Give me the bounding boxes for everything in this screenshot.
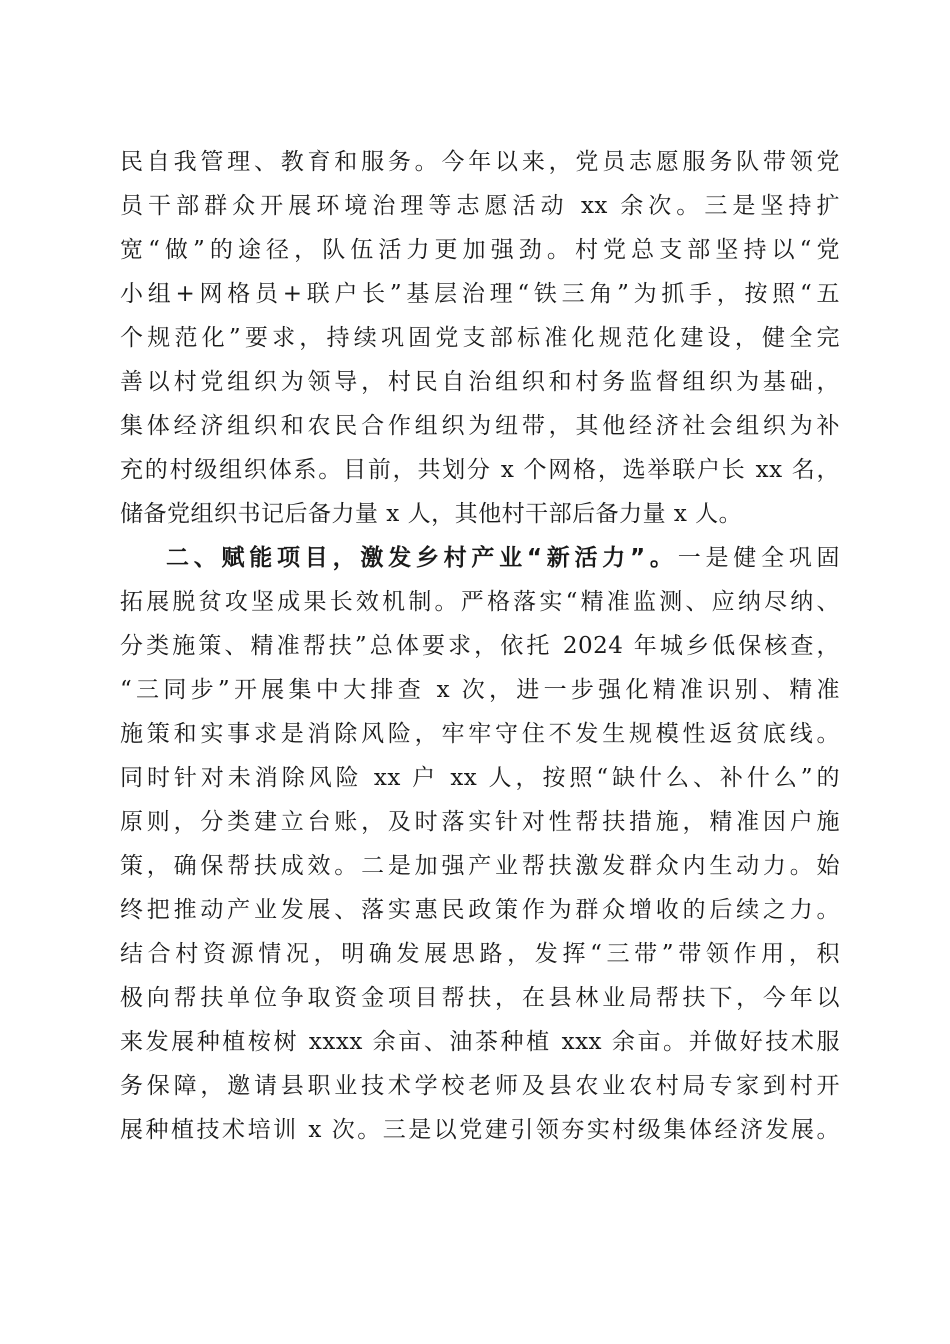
text-line: 集体经济组织和农民合作组织为纽带，其他经济社会组织为补 <box>120 413 840 439</box>
paragraph-1 <box>120 140 840 536</box>
text-line: 充的村级组织体系。目前，共划分 x 个网格，选举联户长 xx 名， <box>120 457 840 483</box>
text-line: 善以村党组织为领导，村民自治组织和村务监督组织为基础， <box>120 369 840 395</box>
text-line: “三同步”开展集中大排查 x 次，进一步强化精准识别、精准 <box>120 677 840 703</box>
text-line: 结合村资源情况，明确发展思路，发挥“三带”带领作用，积 <box>120 941 840 967</box>
section-heading: 二、赋能项目，激发乡村产业“新活力”。 <box>166 545 678 571</box>
text-line: 展种植技术培训 x 次。三是以党建引领夯实村级集体经济发展。 <box>120 1117 840 1143</box>
paragraph-2 <box>120 536 840 1152</box>
text-line: 小组+网格员+联户长”基层治理“铁三角”为抓手，按照“五 <box>120 281 840 307</box>
text-line: 储备党组织书记后备力量 x 人，其他村干部后备力量 x 人。 <box>120 501 743 527</box>
text-line: 极向帮扶单位争取资金项目帮扶，在县林业局帮扶下，今年以 <box>120 985 840 1011</box>
body-text <box>120 140 840 1152</box>
text-line: 员干部群众开展环境治理等志愿活动 xx 余次。三是坚持扩 <box>120 193 840 219</box>
text-line: 分类施策、精准帮扶”总体要求，依托 2024 年城乡低保核查， <box>120 633 840 659</box>
text-line: 个规范化”要求，持续巩固党支部标准化规范化建设，健全完 <box>120 325 840 351</box>
text-line: 同时针对未消除风险 xx 户 xx 人，按照“缺什么、补什么”的 <box>120 765 840 791</box>
text-line: 施策和实事求是消除风险，牢牢守住不发生规模性返贫底线。 <box>120 721 840 747</box>
text-line: 原则，分类建立台账，及时落实针对性帮扶措施，精准因户施 <box>120 809 840 835</box>
text-line: 民自我管理、教育和服务。今年以来，党员志愿服务队带领党 <box>120 149 840 175</box>
text-line: 终把推动产业发展、落实惠民政策作为群众增收的后续之力。 <box>120 897 840 923</box>
text-run: 一是健全巩固 <box>677 545 841 571</box>
text-line: 策，确保帮扶成效。二是加强产业帮扶激发群众内生动力。始 <box>120 853 840 879</box>
text-line: 来发展种植桉树 xxxx 余亩、油茶种植 xxx 余亩。并做好技术服 <box>120 1029 840 1055</box>
text-line: 拓展脱贫攻坚成果长效机制。严格落实“精准监测、应纳尽纳、 <box>120 589 840 615</box>
paragraph-first-line <box>120 536 840 580</box>
text-line: 务保障，邀请县职业技术学校老师及县农业农村局专家到村开 <box>120 1073 840 1099</box>
text-line: 宽“做”的途径，队伍活力更加强劲。村党总支部坚持以“党 <box>120 237 840 263</box>
